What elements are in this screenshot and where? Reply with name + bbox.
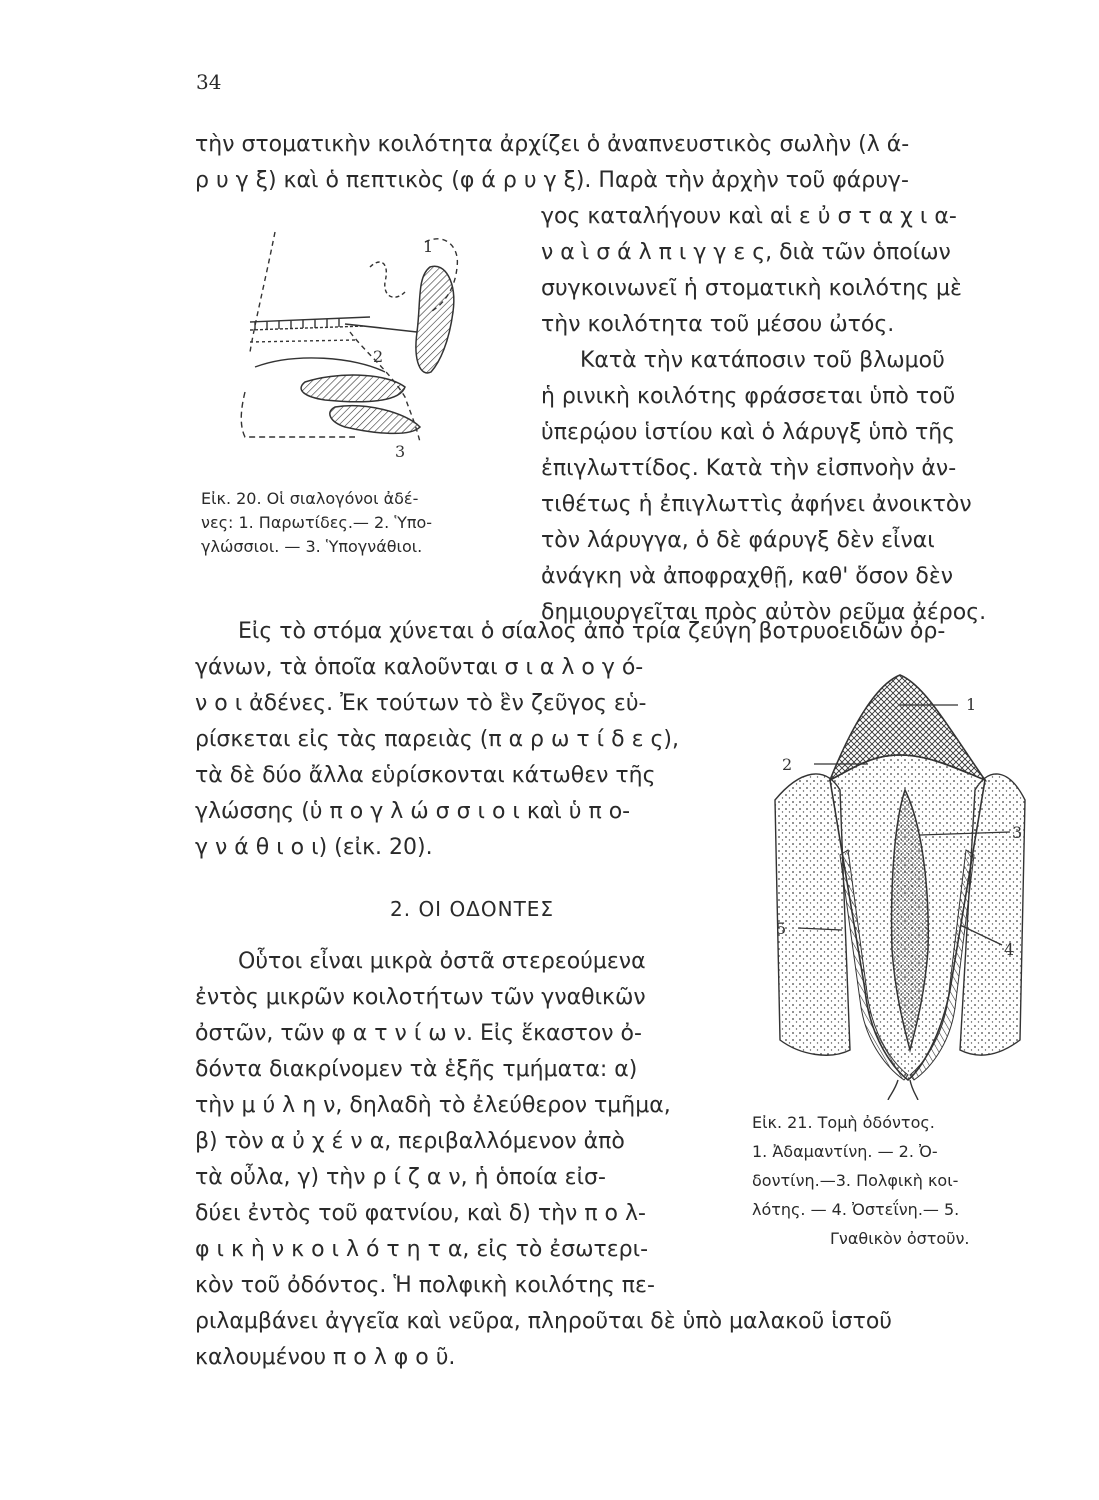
text-line: ν α ὶ σ ά λ π ι γ γ ε ς, διὰ τῶν ὁποίων: [541, 240, 951, 265]
figure-label-1: 1: [423, 237, 434, 256]
figure-caption-line: νες: 1. Παρωτίδες.— 2. Ὑπο-: [201, 513, 433, 532]
figure-caption-line: γλώσσιοι. — 3. Ὑπογνάθιοι.: [201, 537, 423, 556]
text-line: β) τὸν α ὐ χ έ ν α, περιβαλλόμενον ἀπὸ: [195, 1129, 625, 1154]
text-line: κὸν τοῦ ὀδόντος. Ἡ πολφικὴ κοιλότης πε-: [195, 1273, 655, 1298]
text-line: τὴν κοιλότητα τοῦ μέσου ὠτός.: [541, 312, 895, 337]
text-line: ἡ ρινικὴ κοιλότης φράσσεται ὑπὸ τοῦ: [541, 384, 956, 409]
text-line: ἐντὸς μικρῶν κοιλοτήτων τῶν γναθικῶν: [195, 985, 646, 1010]
figure-label-2: 2: [782, 755, 793, 774]
text-line: τὰ οὖλα, γ) τὴν ρ ί ζ α ν, ἡ ὁποία εἰσ-: [195, 1165, 606, 1190]
figure-caption-line: δοντίνη.—3. Πολφικὴ κοι-: [752, 1171, 959, 1190]
text-line: τὸν λάρυγγα, ὁ δὲ φάρυγξ δὲν εἶναι: [541, 528, 935, 553]
figure-label-2: 2: [373, 347, 384, 366]
text-line: τὴν στοματικὴν κοιλότητα ἀρχίζει ὁ ἀναπνευστικὸς σωλὴν (λ ά-: [195, 132, 910, 157]
text-line: καλουμένου π ο λ φ ο ῦ.: [195, 1345, 456, 1370]
text-line: ν ο ι ἀδένες. Ἐκ τούτων τὸ ἓν ζεῦγος εὑ-: [195, 691, 647, 716]
text-line: δόντα διακρίνομεν τὰ ἑξῆς τμήματα: α): [195, 1057, 638, 1082]
text-line: γ ν ά θ ι ο ι) (εἰκ. 20).: [195, 835, 433, 860]
figure-label-1: 1: [966, 695, 977, 714]
figure-caption-line: 1. Ἀδαμαντίνη. — 2. Ὀ-: [752, 1142, 938, 1161]
figure-caption-line: λότης. — 4. Ὀστεΐνη.— 5.: [752, 1200, 960, 1219]
text-line: ρίσκεται εἰς τὰς παρειὰς (π α ρ ω τ ί δ ε ς),: [195, 727, 679, 752]
text-line: γάνων, τὰ ὁποῖα καλοῦνται σ ι α λ ο γ ό-: [195, 655, 644, 680]
figure-label-4: 4: [1004, 940, 1015, 959]
text-line: ἀνάγκη νὰ ἀποφραχθῇ, καθ' ὅσον δὲν: [541, 564, 954, 589]
text-line: τὰ δὲ δύο ἄλλα εὑρίσκονται κάτωθεν τῆς: [195, 763, 656, 788]
text-line: δύει ἐντὸς τοῦ φατνίου, καὶ δ) τὴν π ο λ-: [195, 1201, 646, 1226]
salivary-glands-figure: [195, 222, 525, 472]
text-line: φ ι κ ὴ ν κ ο ι λ ό τ η τ α, εἰς τὸ ἐσωτερι-: [195, 1237, 649, 1262]
figure-label-3: 3: [1012, 823, 1023, 842]
text-line: Οὗτοι εἶναι μικρὰ ὀστᾶ στερεούμενα: [238, 949, 646, 974]
text-line: τιθέτως ἡ ἐπιγλωττὶς ἀφήνει ἀνοικτὸν: [541, 492, 972, 517]
section-heading: 2. ΟΙ ΟΔΟΝΤΕΣ: [390, 897, 555, 921]
text-line: γος καταλήγουν καὶ αἱ ε ὐ σ τ α χ ι α-: [541, 204, 957, 229]
text-line: Κατὰ τὴν κατάποσιν τοῦ βλωμοῦ: [580, 348, 945, 373]
figure-label-5: 5: [776, 919, 787, 938]
text-line: συγκοινωνεῖ ἡ στοματικὴ κοιλότης μὲ: [541, 276, 962, 301]
text-line: ἐπιγλωττίδος. Κατὰ τὴν εἰσπνοὴν ἀν-: [541, 456, 957, 481]
figure-label-3: 3: [395, 442, 406, 461]
text-line: δημιουργεῖται πρὸς αὐτὸν ρεῦμα ἀέρος.: [541, 600, 987, 625]
text-line: ὑπερῴου ἱστίου καὶ ὁ λάρυγξ ὑπὸ τῆς: [541, 420, 956, 445]
text-line: ὀστῶν, τῶν φ α τ ν ί ω ν. Εἰς ἕκαστον ὀ-: [195, 1021, 642, 1046]
text-line: τὴν μ ύ λ η ν, δηλαδὴ τὸ ἐλεύθερον τμῆμα,: [195, 1093, 671, 1118]
text-line: ρ υ γ ξ) καὶ ὁ πεπτικὸς (φ ά ρ υ γ ξ). Παρὰ τὴν ἀρχὴν τοῦ φάρυγ-: [195, 168, 909, 193]
figure-caption-line: Εἰκ. 20. Οἱ σιαλογόνοι ἀδέ-: [201, 489, 419, 508]
figure-caption-line: Γναθικὸν ὀστοῦν.: [830, 1229, 970, 1248]
figure-caption-line: Εἰκ. 21. Τομὴ ὀδόντος.: [752, 1113, 935, 1132]
page-number: 34: [196, 70, 222, 94]
tooth-section-figure: [770, 660, 1040, 1100]
text-line: Εἰς τὸ στόμα χύνεται ὁ σίαλος ἀπὸ τρία ζεύγη βοτρυοειδῶν ὀρ-: [238, 619, 946, 644]
text-line: ριλαμβάνει ἀγγεῖα καὶ νεῦρα, πληροῦται δὲ ὑπὸ μαλακοῦ ἱστοῦ: [195, 1309, 893, 1334]
text-line: γλώσσης (ὑ π ο γ λ ώ σ σ ι ο ι καὶ ὑ π ο-: [195, 799, 631, 824]
